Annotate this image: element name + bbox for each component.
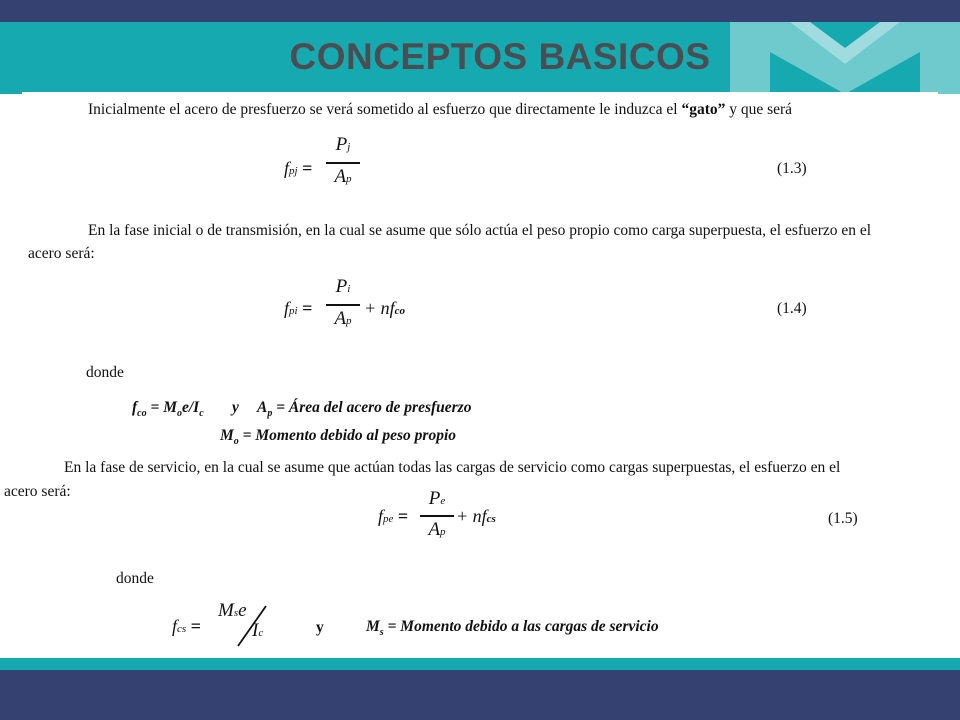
intro-end-text: y que será bbox=[725, 101, 793, 118]
donde-label-2: donde bbox=[116, 570, 154, 587]
eq15-numerator: Pe bbox=[428, 488, 446, 509]
paragraph-transfer-line2: acero será: bbox=[28, 245, 95, 262]
fcs-denominator: Ic bbox=[252, 620, 264, 641]
eq13-lhs: fpj = bbox=[284, 158, 313, 178]
footer-teal-band bbox=[0, 658, 960, 670]
eq13-numerator: Pj bbox=[335, 134, 351, 155]
donde-label-1: donde bbox=[86, 364, 124, 381]
eq14-tag: (1.4) bbox=[777, 300, 807, 317]
paragraph-service-line2: acero será: bbox=[4, 483, 71, 500]
definition-mo: $M_o$ = Momento debido al peso propio bbox=[220, 427, 457, 448]
top-navy-band bbox=[0, 0, 960, 22]
eq15-fraction-bar bbox=[420, 515, 454, 517]
eq13-denominator: Ap bbox=[334, 166, 352, 187]
eq15-tag: (1.5) bbox=[828, 510, 858, 527]
definition-ap: $A_p$ = Área del acero de presfuerzo bbox=[257, 399, 472, 420]
eq14-plus-term: + nfco bbox=[364, 298, 406, 318]
eq14-denominator: Ap bbox=[334, 308, 352, 329]
eq13-tag: (1.3) bbox=[777, 160, 807, 177]
slide-title: CONCEPTOS BASICOS bbox=[289, 36, 711, 77]
eq14-lhs: fpi = bbox=[284, 298, 313, 318]
intro-text: Inicialmente el acero de presfuerzo se verá sometido al esfuerzo que directamente le induzca el bbox=[88, 101, 682, 118]
fcs-numerator: Mse bbox=[218, 600, 247, 621]
fcs-lhs: fcs = bbox=[172, 616, 201, 636]
footer-navy-band bbox=[0, 670, 960, 720]
eq13-fraction-bar bbox=[326, 162, 360, 164]
intro-bold-gato: “gato” bbox=[681, 101, 726, 118]
eq14-numerator: Pi bbox=[335, 276, 351, 297]
definition-fco: $f_{co} = M_oe/I_c$ bbox=[132, 399, 204, 420]
document-page bbox=[4, 92, 938, 658]
paragraph-intro bbox=[88, 100, 792, 120]
eq14-fraction-bar bbox=[326, 304, 360, 306]
definition-ms: $M_s$ = Momento debido a las cargas de servicio bbox=[366, 618, 659, 639]
definition-y-connector: y bbox=[232, 399, 239, 416]
paragraph-service-line1: En la fase de servicio, en la cual se asume que actúan todas las cargas de servicio como cargas superpuestas, el esfuerzo en el bbox=[64, 459, 841, 476]
eq15-lhs: fpe = bbox=[378, 506, 409, 526]
paragraph-transfer-line1: En la fase inicial o de transmisión, en la cual se asume que sólo actúa el peso propio como carga superpuesta, el esfuerzo en el bbox=[88, 222, 872, 239]
eq15-plus-term: + nfcs bbox=[456, 506, 496, 526]
eq15-denominator: Ap bbox=[428, 519, 446, 540]
connector-y-2: y bbox=[316, 619, 324, 636]
